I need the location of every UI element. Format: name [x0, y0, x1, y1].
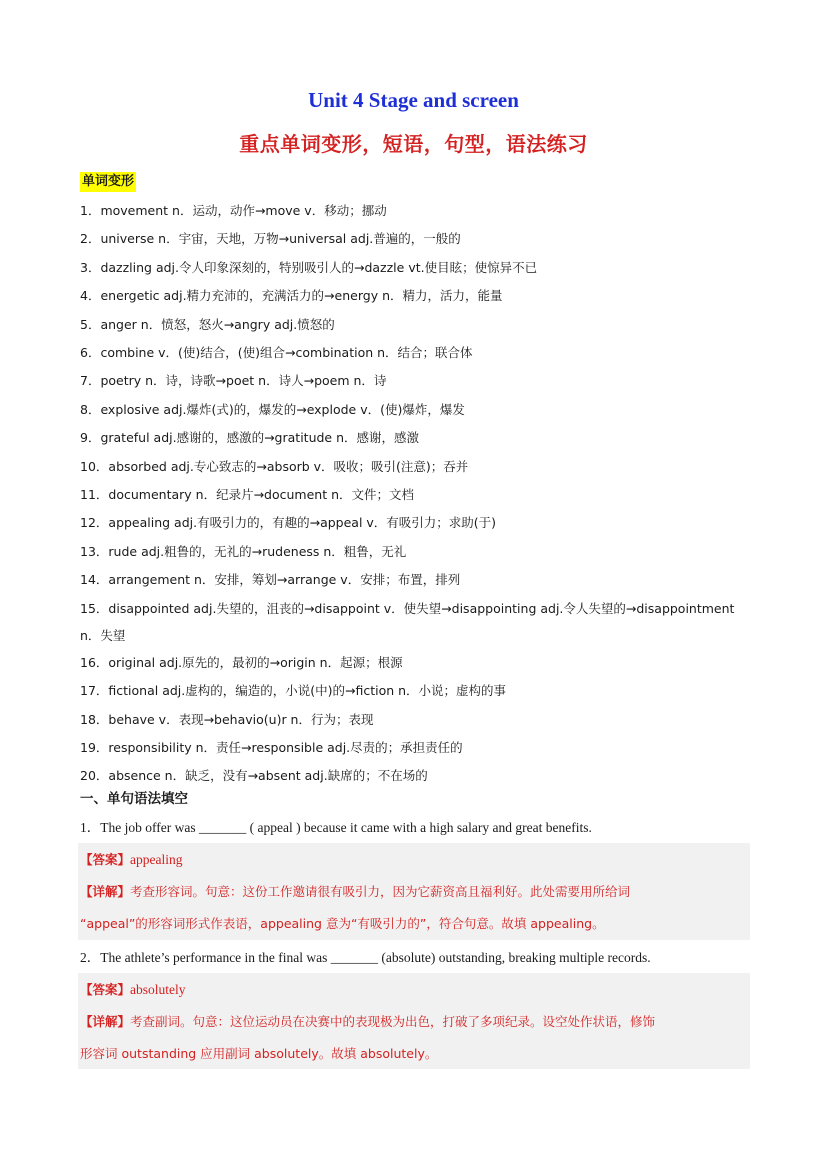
vocab-item: 18．behave v．表现→behavio(u)r n．行为；表现	[80, 711, 374, 727]
vocab-item: 4．energetic adj.精力充沛的，充满活力的→energy n．精力，活力，能量	[80, 288, 503, 304]
question-text: 2．The athlete’s performance in the final was _______ (absolute) outstanding, breaking multiple records.	[80, 950, 651, 965]
vocab-item: 14．arrangement n．安排，筹划→arrange v．安排；布置，排列	[80, 572, 461, 588]
vocab-item: 7．poetry n．诗，诗歌→poet n．诗人→poem n．诗	[80, 373, 387, 389]
vocab-item: 15．disappointed adj.失望的，沮丧的→disappoint v．使失望→disappointing adj.令人失望的→disappointment n．失望	[80, 600, 735, 643]
detail-continuation: 形容词 outstanding 应用副词 absolutely。故填 absolutely。	[80, 1046, 438, 1061]
vocab-item: 13．rude adj.粗鲁的，无礼的→rudeness n．粗鲁，无礼	[80, 543, 407, 559]
detail-line	[80, 1012, 748, 1030]
answer-value: absolutely	[130, 982, 186, 997]
vocab-item: 17．fictional adj.虚构的，编造的，小说(中)的→fiction n．小说；虚构的事	[80, 683, 507, 699]
answer-value: appealing	[130, 852, 183, 867]
vocab-item: 20．absence n．缺乏，没有→absent adj.缺席的；不在场的	[80, 768, 428, 784]
detail-continuation: “appeal”的形容词形式作表语，appealing 意为“有吸引力的”，符合句意。故填 appealing。	[80, 916, 605, 931]
detail-tag: 【详解】	[80, 884, 131, 899]
vocab-item: 9．grateful adj.感谢的，感激的→gratitude n．感谢，感激	[80, 430, 420, 446]
answer-tag: 【答案】	[80, 852, 131, 867]
vocab-item: 19．responsibility n．责任→responsible adj.尽责的；承担责任的	[80, 739, 463, 755]
answer-line	[80, 850, 748, 868]
grammar-section-heading: 一、单句语法填空	[80, 791, 188, 807]
vocab-item: 5．anger n．愤怒，怒火→angry adj.愤怒的	[80, 316, 335, 332]
answer-box	[78, 973, 750, 1069]
vocab-item: 3．dazzling adj.令人印象深刻的，特别吸引人的→dazzle vt.使目眩；使惊异不已	[80, 259, 538, 275]
question-text: 1．The job offer was _______ ( appeal ) because it came with a high salary and great benefits.	[80, 820, 592, 835]
page-title: Unit 4 Stage and screen	[308, 88, 519, 112]
answer-box	[78, 843, 750, 940]
vocab-item: 6．combine v．(使)结合，(使)组合→combination n．结合；联合体	[80, 345, 473, 361]
vocab-section-label: 单词变形	[80, 172, 136, 192]
vocab-item: 8．explosive adj.爆炸(式)的，爆发的→explode v．(使)爆炸，爆发	[80, 401, 465, 417]
vocab-item: 12．appealing adj.有吸引力的，有趣的→appeal v．有吸引力；求助(于)	[80, 515, 497, 531]
vocab-item: 16．original adj.原先的，最初的→origin n．起源；根源	[80, 654, 403, 670]
page-subtitle: 重点单词变形，短语，句型，语法练习	[239, 132, 588, 156]
answer-line	[80, 980, 748, 998]
vocab-item: 10．absorbed adj.专心致志的→absorb v．吸收；吸引(注意)；吞并	[80, 458, 469, 474]
detail-line	[80, 882, 748, 900]
detail-text: 考查形容词。句意：这份工作邀请很有吸引力，因为它薪资高且福利好。此处需要用所给词	[130, 884, 631, 899]
vocab-list	[80, 197, 750, 791]
vocab-item: 2．universe n．宇宙，天地，万物→universal adj.普遍的，一般的	[80, 231, 461, 247]
vocab-item: 11．documentary n．纪录片→document n．文件；文档	[80, 487, 415, 503]
vocab-item: 1．movement n．运动，动作→move v．移动；挪动	[80, 203, 387, 218]
detail-text: 考查副词。句意：这位运动员在决赛中的表现极为出色，打破了多项纪录。设空处作状语，修饰	[130, 1014, 656, 1029]
detail-tag: 【详解】	[80, 1014, 131, 1029]
answer-tag: 【答案】	[80, 982, 131, 997]
